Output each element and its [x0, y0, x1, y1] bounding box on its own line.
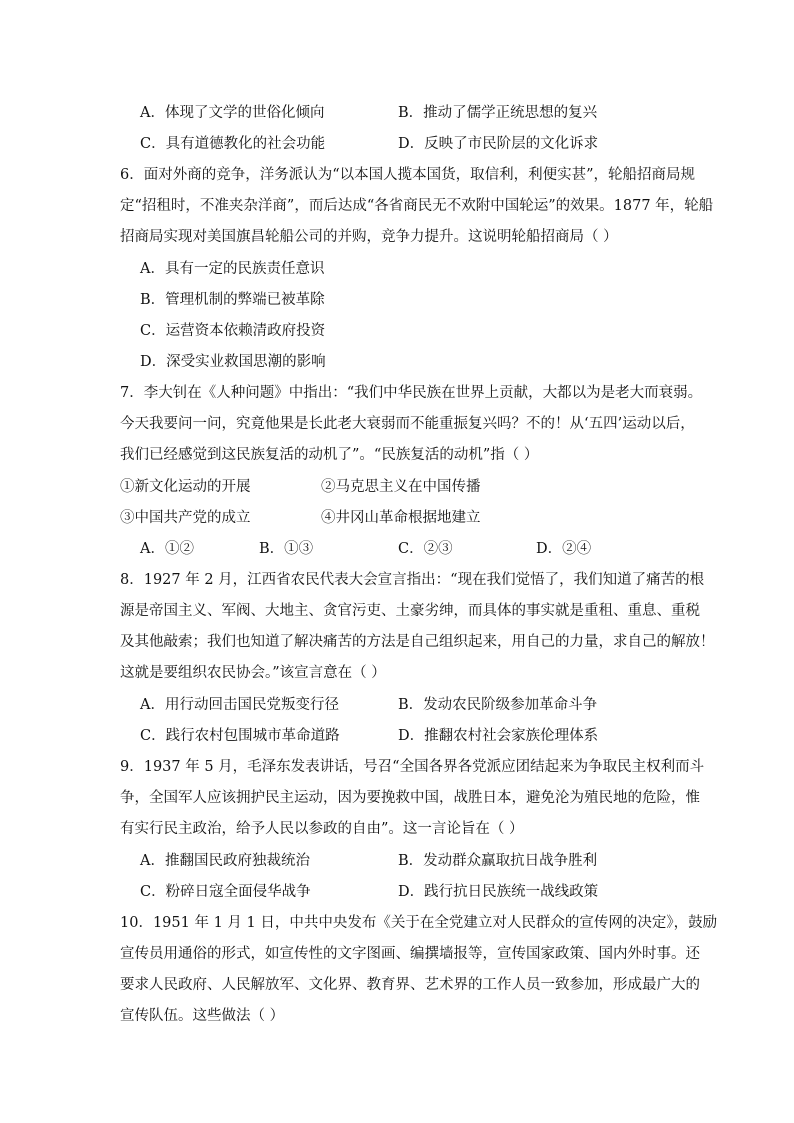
- q8-option-d: D．推翻农村社会家族伦理体系: [398, 728, 599, 744]
- q6-option-b: B．管理机制的弊端已被革除: [140, 292, 325, 308]
- q7-item-4: ④井冈山革命根据地建立: [321, 510, 481, 526]
- q5-option-a: A．体现了文学的世俗化倾向: [140, 105, 325, 121]
- q8-option-c: C．践行农村包围城市革命道路: [140, 728, 340, 744]
- q6-stem-line-3: 招商局实现对美国旗昌轮船公司的并购，竞争力提升。这说明轮船招商局（ ）: [120, 229, 618, 245]
- q6-option-d: D．深受实业救国思潮的影响: [140, 354, 326, 370]
- q10-stem-line-2: 宣传员用通俗的形式，如宣传性的文字图画、编撰墙报等，宣传国家政策、国内外时事。还: [120, 946, 700, 962]
- q10-stem-line-4: 宣传队伍。这些做法（ ）: [120, 1008, 285, 1024]
- q7-stem-line-3: 我们已经感觉到这民族复活的动机了”。“民族复活的动机”指（ ）: [120, 447, 539, 463]
- q7-option-b: B．①③: [259, 541, 314, 557]
- q8-stem-line-4: 这就是要组织农民协会。”该宣言意在（ ）: [120, 665, 386, 681]
- q8-stem-line-3: 及其他敲索；我们也知道了解决痛苦的方法是自己组织起来，用自己的力量，求自己的解放！: [120, 634, 715, 650]
- q5-option-d: D．反映了市民阶层的文化诉求: [398, 136, 599, 152]
- q9-stem-line-3: 有实行民主政治，给予人民以参政的自由”。这一言论旨在（ ）: [120, 821, 524, 837]
- q7-item-2: ②马克思主义在中国传播: [321, 479, 481, 495]
- q5-option-b: B．推动了儒学正统思想的复兴: [398, 105, 598, 121]
- q7-item-3: ③中国共产党的成立: [120, 510, 251, 526]
- q6-stem-line-2: 定“招租时，不准夹杂洋商”，而后达成“各省商民无不欢附中国轮运”的效果。1877 年，轮船: [120, 198, 714, 214]
- q6-option-a: A．具有一定的民族责任意识: [140, 261, 325, 277]
- q8-stem-line-1: 8．1927 年 2 月，江西省农民代表大会宣言指出：“现在我们觉悟了，我们知道了痛苦的根: [120, 572, 705, 588]
- q7-stem-line-2: 今天我要问一问，究竟他果是长此老大衰弱而不能重振复兴吗？不的！从‘五四’运动以后，: [120, 416, 695, 432]
- q6-stem-line-1: 6．面对外商的竞争，洋务派认为“以本国人揽本国货，取信利，利便实甚”，轮船招商局规: [120, 167, 696, 183]
- q7-item-1: ①新文化运动的开展: [120, 479, 251, 495]
- q7-option-a: A．①②: [140, 541, 194, 557]
- q9-option-a: A．推翻国民政府独裁统治: [140, 853, 310, 869]
- q8-option-b: B．发动农民阶级参加革命斗争: [398, 697, 598, 713]
- q7-option-d: D．②④: [536, 541, 592, 557]
- q9-option-d: D．践行抗日民族统一战线政策: [398, 884, 599, 900]
- q9-stem-line-1: 9．1937 年 5 月，毛泽东发表讲话，号召“全国各界各党派应团结起来为争取民主权利而斗: [120, 759, 705, 775]
- q10-stem-line-1: 10．1951 年 1 月 1 日，中共中央发布《关于在全党建立对人民群众的宣传网的决定》，鼓励: [120, 915, 718, 931]
- q7-option-c: C．②③: [398, 541, 453, 557]
- q9-option-c: C．粉碎日寇全面侵华战争: [140, 884, 311, 900]
- q6-option-c: C．运营资本依赖清政府投资: [140, 323, 326, 339]
- q5-option-c: C．具有道德教化的社会功能: [140, 136, 326, 152]
- q8-stem-line-2: 源是帝国主义、军阀、大地主、贪官污吏、土豪劣绅，而具体的事实就是重租、重息、重税: [120, 603, 700, 619]
- q8-option-a: A．用行动回击国民党叛变行径: [140, 697, 339, 713]
- q9-option-b: B．发动群众赢取抗日战争胜利: [398, 853, 598, 869]
- q10-stem-line-3: 要求人民政府、人民解放军、文化界、教育界、艺术界的工作人员一致参加，形成最广大的: [120, 977, 700, 993]
- q7-stem-line-1: 7．李大钊在《人种问题》中指出：“我们中华民族在世界上贡献，大都以为是老大而衰弱。: [120, 385, 703, 401]
- q9-stem-line-2: 争，全国军人应该拥护民主运动，因为要挽救中国，战胜日本，避免沦为殖民地的危险，惟: [120, 790, 700, 806]
